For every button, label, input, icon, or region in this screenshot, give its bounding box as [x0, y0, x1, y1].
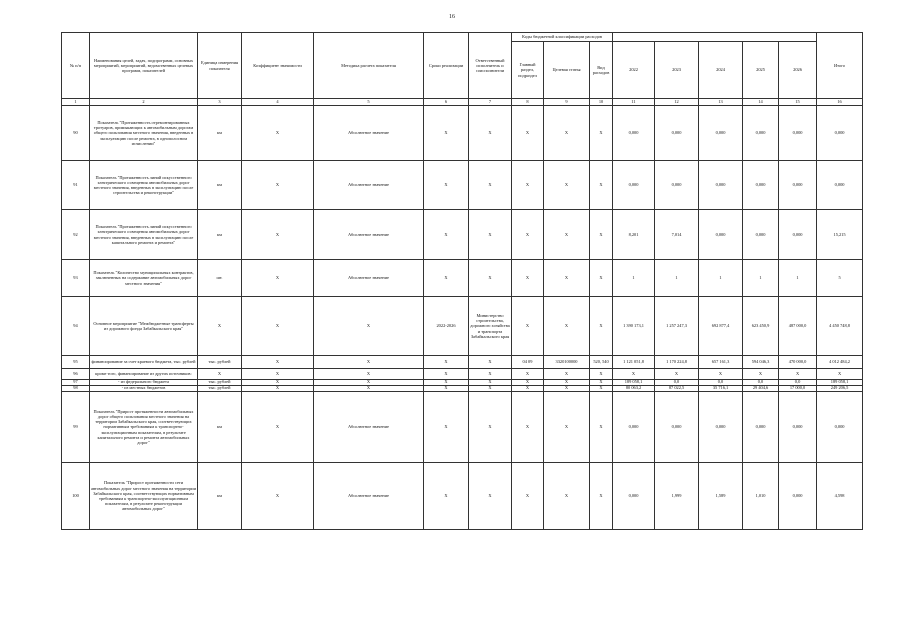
cell-method: X: [314, 386, 424, 392]
header-row: [62, 33, 863, 42]
cell-vid: X: [590, 106, 613, 161]
cell-y2022: 0,000: [613, 392, 655, 463]
cell-y2025: X: [743, 369, 779, 380]
cell-total: 249 206,5: [817, 386, 863, 392]
cell-method: Абсолютное значение: [314, 260, 424, 297]
cell-y2024: 692 877,4: [699, 297, 743, 356]
cell-method: Абсолютное значение: [314, 106, 424, 161]
cell-name: Основное мероприятие "Межбюджетные трансферты из дорожного фонда Забайкальского края": [90, 297, 198, 356]
cell-coef: X: [242, 392, 314, 463]
cell-coef: X: [242, 297, 314, 356]
cell-unit: X: [198, 369, 242, 380]
cell-num: 90: [62, 106, 90, 161]
cell-y2026: 487 000,0: [779, 297, 817, 356]
header-method: Методика расчета показателя: [314, 33, 424, 99]
cell-exec: X: [469, 369, 512, 380]
cell-statya: X: [544, 210, 590, 260]
cell-total: 15,215: [817, 210, 863, 260]
table-row: [62, 161, 863, 210]
cell-unit: тыс. рублей: [198, 356, 242, 369]
cell-method: Абсолютное значение: [314, 463, 424, 530]
cell-razdel: X: [512, 161, 544, 210]
cell-vid: 520, 540: [590, 356, 613, 369]
cell-y2022: 0,000: [613, 463, 655, 530]
cell-y2023: 1: [655, 260, 699, 297]
cell-y2024: 0,000: [699, 392, 743, 463]
cell-y2025: 623 450,9: [743, 297, 779, 356]
cell-y2026: 1: [779, 260, 817, 297]
cell-name: - из федерального бюджета: [90, 380, 198, 386]
cell-unit: тыс. рублей: [198, 386, 242, 392]
cell-exec: X: [469, 463, 512, 530]
cell-y2022: 8,201: [613, 210, 655, 260]
column-number: 1: [62, 99, 90, 106]
cell-y2023: 0,000: [655, 106, 699, 161]
cell-y2025: 1: [743, 260, 779, 297]
cell-unit: тыс. рублей: [198, 380, 242, 386]
header-statya: Целевая статья: [544, 42, 590, 99]
cell-unit: X: [198, 297, 242, 356]
table-row: [62, 260, 863, 297]
cell-razdel: X: [512, 369, 544, 380]
cell-y2025: 1,010: [743, 463, 779, 530]
cell-razdel: X: [512, 386, 544, 392]
cell-vid: X: [590, 161, 613, 210]
cell-vid: X: [590, 369, 613, 380]
cell-num: 100: [62, 463, 90, 530]
cell-y2023: X: [655, 369, 699, 380]
page-number: 16: [449, 14, 455, 20]
cell-y2023: 0,000: [655, 392, 699, 463]
cell-y2022: 0,000: [613, 106, 655, 161]
column-number: 9: [544, 99, 590, 106]
column-number: 7: [469, 99, 512, 106]
cell-y2024: 0,0: [699, 380, 743, 386]
cell-term: X: [424, 106, 469, 161]
cell-y2026: 0,000: [779, 161, 817, 210]
cell-y2023: 7,014: [655, 210, 699, 260]
cell-y2022: 1 390 173,1: [613, 297, 655, 356]
cell-term: X: [424, 369, 469, 380]
cell-y2023: 1,999: [655, 463, 699, 530]
cell-exec: Министерство строительства, дорожного хозяйства и транспорта Забайкальского края: [469, 297, 512, 356]
cell-y2026: X: [779, 369, 817, 380]
column-numbers-row: [62, 99, 863, 106]
column-number: 13: [699, 99, 743, 106]
header-coef: Коэффициент значимости: [242, 33, 314, 99]
header-2026: 2026: [779, 42, 817, 99]
cell-num: 98: [62, 386, 90, 392]
cell-vid: X: [590, 297, 613, 356]
cell-y2026: 0,0: [779, 380, 817, 386]
header-2025: 2025: [743, 42, 779, 99]
cell-y2025: 0,000: [743, 210, 779, 260]
header-total: Итого: [817, 33, 863, 99]
cell-y2022: 0,000: [613, 161, 655, 210]
cell-total: 4,598: [817, 463, 863, 530]
cell-coef: X: [242, 260, 314, 297]
table-row: [62, 210, 863, 260]
cell-term: X: [424, 463, 469, 530]
column-number: 12: [655, 99, 699, 106]
cell-y2026: 470 000,0: [779, 356, 817, 369]
cell-total: 189 058,1: [817, 380, 863, 386]
cell-total: 5: [817, 260, 863, 297]
header-term: Сроки реализации: [424, 33, 469, 99]
cell-num: 91: [62, 161, 90, 210]
cell-statya: X: [544, 386, 590, 392]
header-num: № п/п: [62, 33, 90, 99]
cell-y2025: 594 046,3: [743, 356, 779, 369]
cell-coef: X: [242, 369, 314, 380]
cell-num: 99: [62, 392, 90, 463]
cell-statya: X: [544, 260, 590, 297]
cell-razdel: X: [512, 463, 544, 530]
cell-coef: X: [242, 210, 314, 260]
column-number: 3: [198, 99, 242, 106]
cell-y2025: 0,0: [743, 380, 779, 386]
table-row: [62, 463, 863, 530]
cell-total: 0,000: [817, 392, 863, 463]
column-number: 4: [242, 99, 314, 106]
cell-y2025: 0,000: [743, 392, 779, 463]
cell-name: финансирование за счет краевого бюджета, тыс. рублей: [90, 356, 198, 369]
header-unit: Единица измерения показателя: [198, 33, 242, 99]
column-number: 8: [512, 99, 544, 106]
cell-name: Показатель "Протяженность линий искусственного электрического освещения автомобильных дорог местного значения, введенных в эксплуатацию после капитального ремонта и ремонта": [90, 210, 198, 260]
cell-term: X: [424, 380, 469, 386]
cell-coef: X: [242, 106, 314, 161]
table-row: [62, 369, 863, 380]
cell-razdel: X: [512, 210, 544, 260]
column-number: 16: [817, 99, 863, 106]
cell-total: 0,000: [817, 106, 863, 161]
cell-term: 2022-2026: [424, 297, 469, 356]
budget-table: [61, 32, 863, 530]
cell-statya: X: [544, 161, 590, 210]
cell-y2024: 35 716,1: [699, 386, 743, 392]
table-row: [62, 356, 863, 369]
cell-exec: X: [469, 210, 512, 260]
cell-y2022: 1 121 051,8: [613, 356, 655, 369]
cell-y2022: 1: [613, 260, 655, 297]
cell-y2026: 17 000,0: [779, 386, 817, 392]
cell-name: Показатель "Протяженность линий искусственного электрического освещения автомобильных дорог местного значения, введенных в эксплуатацию после строительства и реконструкции": [90, 161, 198, 210]
column-number: 15: [779, 99, 817, 106]
cell-coef: X: [242, 356, 314, 369]
cell-statya: X: [544, 463, 590, 530]
cell-y2023: 1 257 247,3: [655, 297, 699, 356]
cell-total: 4 012 484,2: [817, 356, 863, 369]
cell-method: X: [314, 297, 424, 356]
header-2024: 2024: [699, 42, 743, 99]
cell-y2026: 0,000: [779, 106, 817, 161]
cell-y2024: 657 161,3: [699, 356, 743, 369]
cell-exec: X: [469, 392, 512, 463]
cell-method: X: [314, 356, 424, 369]
cell-name: кроме того, финансирование из других источников:: [90, 369, 198, 380]
cell-term: X: [424, 161, 469, 210]
cell-total: 4 450 748,8: [817, 297, 863, 356]
cell-y2026: 0,000: [779, 210, 817, 260]
cell-method: X: [314, 380, 424, 386]
cell-y2023: 0,000: [655, 161, 699, 210]
cell-num: 95: [62, 356, 90, 369]
cell-total: X: [817, 369, 863, 380]
cell-unit: шт.: [198, 260, 242, 297]
cell-total: 0,000: [817, 161, 863, 210]
cell-razdel: X: [512, 106, 544, 161]
cell-vid: X: [590, 463, 613, 530]
table-row: [62, 297, 863, 356]
cell-y2024: 0,000: [699, 161, 743, 210]
cell-name: Показатель "Количество муниципальных контрактов, заключенных на содержание автомобильных дорог местного значения": [90, 260, 198, 297]
table-row: [62, 106, 863, 161]
cell-name: Показатель "Прирост протяженности сети автомобильных дорог местного значения на территории Забайкальского края, соответствующих нормативным требованиям к транспортно-эксплуатационным показателям, в результате реконструкции автомобильных дорог": [90, 463, 198, 530]
cell-razdel: X: [512, 392, 544, 463]
cell-coef: X: [242, 380, 314, 386]
cell-num: 96: [62, 369, 90, 380]
cell-y2023: 87 022,5: [655, 386, 699, 392]
cell-statya: X: [544, 106, 590, 161]
cell-num: 94: [62, 297, 90, 356]
cell-method: X: [314, 369, 424, 380]
header-2022: 2022: [613, 42, 655, 99]
header-razdel: Главный раздел, подраздел: [512, 42, 544, 99]
column-number: 14: [743, 99, 779, 106]
cell-num: 92: [62, 210, 90, 260]
cell-method: Абсолютное значение: [314, 161, 424, 210]
cell-term: X: [424, 356, 469, 369]
cell-vid: X: [590, 386, 613, 392]
cell-vid: X: [590, 380, 613, 386]
cell-y2024: X: [699, 369, 743, 380]
cell-y2022: 189 058,1: [613, 380, 655, 386]
cell-y2025: 0,000: [743, 106, 779, 161]
cell-exec: X: [469, 356, 512, 369]
header-2023: 2023: [655, 42, 699, 99]
header-years-blank: [613, 33, 817, 42]
cell-vid: X: [590, 260, 613, 297]
cell-y2024: 1: [699, 260, 743, 297]
cell-statya: X: [544, 369, 590, 380]
cell-coef: X: [242, 463, 314, 530]
cell-coef: X: [242, 386, 314, 392]
cell-coef: X: [242, 161, 314, 210]
cell-y2026: 0,000: [779, 463, 817, 530]
column-number: 10: [590, 99, 613, 106]
cell-unit: км: [198, 210, 242, 260]
cell-razdel: X: [512, 380, 544, 386]
cell-y2022: X: [613, 369, 655, 380]
cell-statya: X: [544, 392, 590, 463]
cell-method: Абсолютное значение: [314, 210, 424, 260]
cell-statya: X: [544, 380, 590, 386]
cell-statya: 3320100000: [544, 356, 590, 369]
cell-statya: X: [544, 297, 590, 356]
cell-exec: X: [469, 386, 512, 392]
cell-num: 93: [62, 260, 90, 297]
column-number: 6: [424, 99, 469, 106]
header-name: Наименования целей, задач, подпрограмм, основных мероприятий, мероприятий, ведомственных целевых программ, показателей: [90, 33, 198, 99]
cell-y2023: 1 170 224,8: [655, 356, 699, 369]
header-vid: Вид расходов: [590, 42, 613, 99]
cell-y2024: 1,589: [699, 463, 743, 530]
cell-y2025: 0,000: [743, 161, 779, 210]
cell-term: X: [424, 260, 469, 297]
cell-name: - из местных бюджетов: [90, 386, 198, 392]
cell-razdel: X: [512, 297, 544, 356]
cell-term: X: [424, 210, 469, 260]
cell-vid: X: [590, 392, 613, 463]
cell-exec: X: [469, 106, 512, 161]
cell-y2024: 0,000: [699, 106, 743, 161]
cell-razdel: 04 09: [512, 356, 544, 369]
cell-y2024: 0,000: [699, 210, 743, 260]
cell-name: Показатель "Прирост протяженности автомобильных дорог общего пользования местного значения на территории Забайкальского края, соответствующих нормативным требованиям к транспортно-эксплуатационным показателям, в результате капитального ремонта и ремонта автомобильных дорог": [90, 392, 198, 463]
column-number: 2: [90, 99, 198, 106]
cell-method: Абсолютное значение: [314, 392, 424, 463]
header-budget-group: Коды бюджетной классификации расходов: [512, 33, 613, 42]
cell-y2023: 0,0: [655, 380, 699, 386]
cell-exec: X: [469, 260, 512, 297]
cell-exec: X: [469, 380, 512, 386]
cell-y2022: 80 063,2: [613, 386, 655, 392]
cell-razdel: X: [512, 260, 544, 297]
cell-name: Показатель "Протяженность отремонтированных тротуаров, примыкающих к автомобильным дорогам общего пользования местного значения, введенных в эксплуатацию после ремонта, в однополосном исчислении": [90, 106, 198, 161]
cell-num: 97: [62, 380, 90, 386]
column-number: 11: [613, 99, 655, 106]
cell-y2026: 0,000: [779, 392, 817, 463]
cell-term: X: [424, 392, 469, 463]
table-row: [62, 392, 863, 463]
header-exec: Ответственный исполнитель и соисполнители: [469, 33, 512, 99]
column-number: 5: [314, 99, 424, 106]
cell-vid: X: [590, 210, 613, 260]
cell-unit: км: [198, 161, 242, 210]
cell-y2025: 29 404,6: [743, 386, 779, 392]
cell-unit: км: [198, 392, 242, 463]
cell-term: X: [424, 386, 469, 392]
cell-unit: км: [198, 463, 242, 530]
cell-exec: X: [469, 161, 512, 210]
cell-unit: км: [198, 106, 242, 161]
